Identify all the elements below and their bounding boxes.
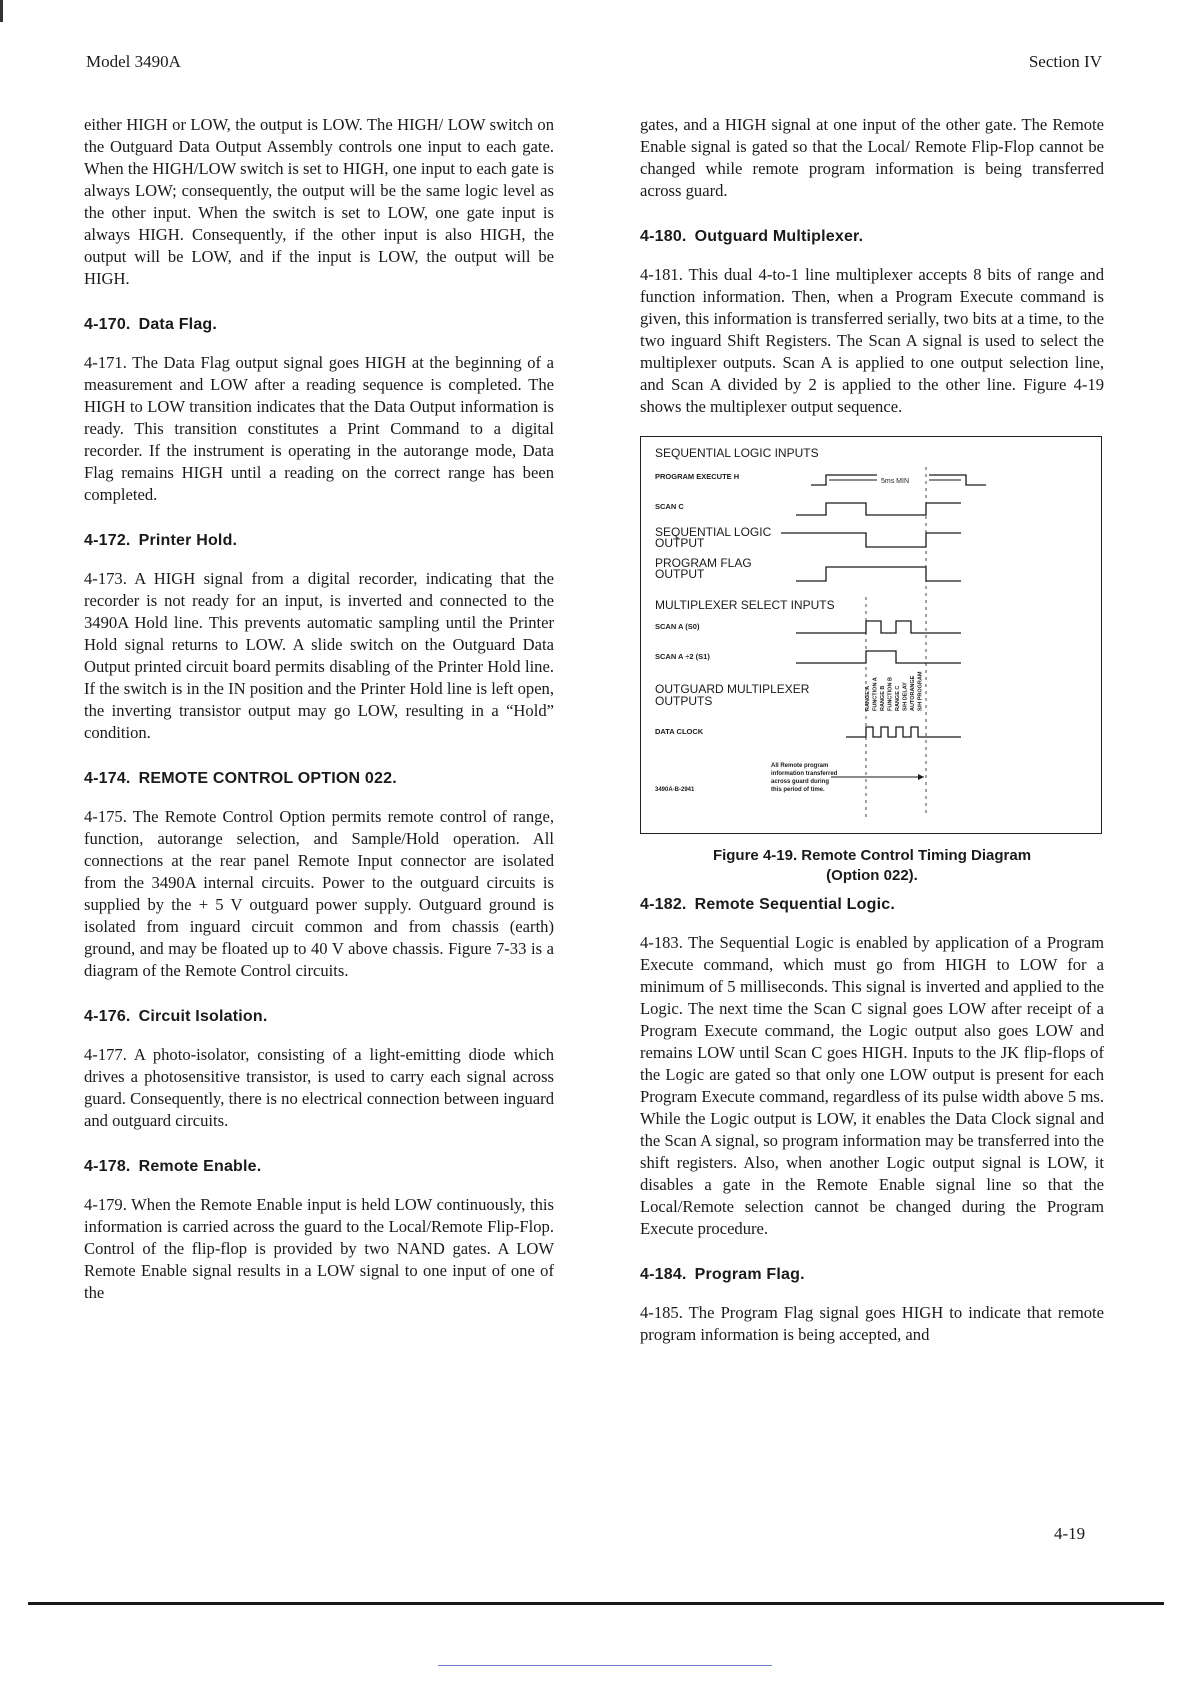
paragraph-4-185: 4-185. The Program Flag signal goes HIGH to indicate that remote program information is being accepted, and — [640, 1303, 1104, 1344]
heading-4-170 — [84, 316, 554, 334]
figure-caption — [640, 846, 1104, 886]
footer-rule — [28, 1602, 1164, 1605]
page-number: 4-19 — [1054, 1524, 1086, 1543]
label-seq-output-1: SEQUENTIAL LOGIC — [655, 525, 772, 539]
paragraph-4-179: 4-179. When the Remote Enable input is held LOW continuously, this information is carried across the guard to the Local/Remote Flip-Flop. Control of the flip-flop is provided by two NAND gates. A LOW Remote Enable signal results in a LOW signal to one input of one of the — [84, 1195, 554, 1302]
heading-title: REMOTE CONTROL OPTION 022. — [138, 770, 397, 787]
label-seq-inputs: SEQUENTIAL LOGIC INPUTS — [655, 446, 819, 460]
mux-slot-label: S/H DELAY — [902, 682, 909, 711]
note-line-1: All Remote program — [771, 763, 829, 769]
header-model: Model 3490A — [86, 52, 181, 71]
caption-line-1: Figure 4-19. Remote Control Timing Diagram — [712, 847, 1032, 864]
heading-4-180 — [640, 228, 1104, 246]
wave-program-flag — [796, 567, 961, 581]
caption-line-2: (Option 022). — [826, 867, 918, 884]
wave-scan-c — [796, 503, 961, 515]
label-data-clock: DATA CLOCK — [655, 727, 704, 736]
paragraph-4-177: 4-177. A photo-isolator, consisting of a light-emitting diode which drives a photosensitive transistor, is used to carry each signal across guard. Consequently, there is no electrical connection between inguard and outguard circuits. — [84, 1045, 554, 1130]
note-line-4: this period of time. — [771, 787, 825, 793]
heading-4-184 — [640, 1266, 1104, 1284]
paragraph-4-171: 4-171. The Data Flag output signal goes HIGH at the beginning of a measurement and LOW after a reading sequence is completed. The HIGH to LOW transition indicates that the Data Output information is ready. This transition constitutes a Print Command to a digital recorder. If the instrument is operating in the autorange mode, Data Flag remains HIGH until a reading on the correct range has been completed. — [84, 353, 554, 504]
mux-slot-label: RANGE A — [865, 685, 871, 711]
note-line-3: across guard during — [771, 779, 830, 785]
label-scan-a: SCAN A (S0) — [655, 622, 700, 631]
note-arrowhead — [918, 774, 924, 780]
mux-slot-label: RANGE B — [880, 685, 886, 711]
paragraph-4-173: 4-173. A HIGH signal from a digital recorder, indicating that the recorder is not ready for an input, is inverted and connected to the 3490A Hold line. This prevents automatic sampling until the Printer Hold signal returns to LOW. A slide switch on the Outguard Data Output printed circuit board permits disabling of the Printer Hold line. If the switch is in the IN position and the Printer Hold line is left open, the inverting transistor output may go LOW, resulting in a “Hold” condition. — [84, 569, 554, 742]
wave-scan-a — [796, 621, 961, 633]
label-outguard-mux-1: OUTGUARD MULTIPLEXER — [655, 682, 810, 696]
heading-title: Remote Enable. — [138, 1158, 262, 1175]
heading-4-172 — [84, 532, 554, 550]
note-line-2: information transferred — [771, 771, 838, 777]
wave-seq-output — [781, 533, 961, 547]
left-column — [84, 114, 554, 1322]
heading-4-174 — [84, 770, 554, 788]
drawing-number: 3490A-B-2941 — [655, 787, 695, 793]
heading-title: Circuit Isolation. — [138, 1008, 268, 1025]
right-column — [640, 114, 1104, 1364]
mux-slot-label: FUNCTION B — [887, 677, 894, 711]
label-mux-select: MULTIPLEXER SELECT INPUTS — [655, 598, 835, 612]
paragraph-continued: gates, and a HIGH signal at one input of the other gate. The Remote Enable signal is gated so that the Local/ Remote Flip-Flop cannot be changed while remote program information is being transferred across guard. — [640, 115, 1104, 200]
mux-slot-label: S/H PROGRAM — [917, 671, 924, 711]
mux-slot-label: FUNCTION A — [872, 677, 879, 711]
heading-4-176 — [84, 1008, 554, 1026]
label-outguard-mux-2: OUTPUTS — [655, 694, 713, 708]
heading-number: 4-184. — [640, 1266, 687, 1283]
header-section: Section IV — [1028, 52, 1102, 71]
paragraph-4-175: 4-175. The Remote Control Option permits remote control of range, function, autorange selection, and Sample/Hold operation. All connections at the rear panel Remote Input connector are isolated from the 3490A internal circuits. Power to the outguard circuits is supplied by the + 5 V outguard power supply. Outguard ground is isolated from inguard circuit common and from chassis (earth) ground, and may be floated up to 40 V above chassis. Figure 7-33 is a diagram of the Remote Control circuits. — [84, 807, 554, 980]
label-5ms-min: 5ms MIN — [881, 478, 909, 485]
label-scan-c: SCAN C — [655, 502, 684, 511]
heading-title: Outguard Multiplexer. — [694, 228, 864, 245]
label-program-execute: PROGRAM EXECUTE H — [655, 472, 740, 481]
paragraph-4-181: 4-181. This dual 4-to-1 line multiplexer accepts 8 bits of range and function information. Then, when a Program Execute command is given, this information is transferred serially, two bits at a time, to the two inguard Shift Registers. The Scan A signal is used to select the multiplexer outputs. Scan A is applied to one output selection line, and Scan A divided by 2 is applied to the other line. Figure 4-19 shows the multiplexer output sequence. — [640, 265, 1104, 416]
mux-slot-label: AUTORANGE — [910, 675, 916, 711]
heading-number: 4-172. — [84, 532, 131, 549]
label-seq-output-2: OUTPUT — [655, 536, 705, 550]
heading-title: Remote Sequential Logic. — [694, 896, 895, 913]
mux-slot-labels — [865, 671, 924, 711]
heading-number: 4-176. — [84, 1008, 131, 1025]
label-scan-a2: SCAN A ÷2 (S1) — [655, 652, 710, 661]
heading-number: 4-170. — [84, 316, 131, 333]
wave-data-clock — [846, 727, 961, 737]
heading-title: Printer Hold. — [138, 532, 238, 549]
heading-title: Program Flag. — [694, 1266, 805, 1283]
heading-number: 4-180. — [640, 228, 687, 245]
heading-4-182 — [640, 896, 1104, 914]
mux-slot-label: RANGE C — [895, 685, 901, 711]
timing-diagram-figure — [640, 436, 1102, 834]
heading-number: 4-178. — [84, 1158, 131, 1175]
heading-4-178 — [84, 1158, 554, 1176]
label-prog-flag-1: PROGRAM FLAG — [655, 556, 752, 570]
heading-title: Data Flag. — [138, 316, 218, 333]
wave-scan-a2 — [796, 651, 961, 663]
heading-number: 4-174. — [84, 770, 131, 787]
paragraph-continued: either HIGH or LOW, the output is LOW. The HIGH/ LOW switch on the Outguard Data Output Assembly controls one input to each gate. When the HIGH/LOW switch is set to HIGH, one input to each gate is always LOW; consequently, the output will be the same logic level as the other input. When the switch is set to LOW, one gate input is always HIGH. Consequently, if the other input is also HIGH, the output will be LOW, and if the input is LOW, the output will be HIGH. — [84, 115, 554, 288]
footer-blue-rule — [438, 1665, 772, 1666]
scan-edge-mark — [0, 0, 3, 22]
label-prog-flag-2: OUTPUT — [655, 567, 705, 581]
heading-number: 4-182. — [640, 896, 687, 913]
timing-diagram — [641, 437, 1101, 833]
paragraph-4-183: 4-183. The Sequential Logic is enabled by application of a Program Execute command, which must go from HIGH to LOW for a minimum of 5 milliseconds. This signal is inverted and applied to the Logic. The next time the Scan C signal goes LOW after receipt of a Program Execute command, the Logic output also goes LOW and remains LOW until Scan C goes HIGH. Inputs to the JK flip-flops of the Logic are gated so that only one LOW output is present for each Program Execute command, regardless of its pulse width above 5 ms. While the Logic output is LOW, it enables the Data Clock signal and the Scan A signal, so program information may be transferred into the shift registers. Also, when another Logic output signal is LOW, it disables a gate in the Remote Enable signal line so that the Local/Remote selection cannot be changed during the Program Execute procedure. — [640, 933, 1104, 1238]
